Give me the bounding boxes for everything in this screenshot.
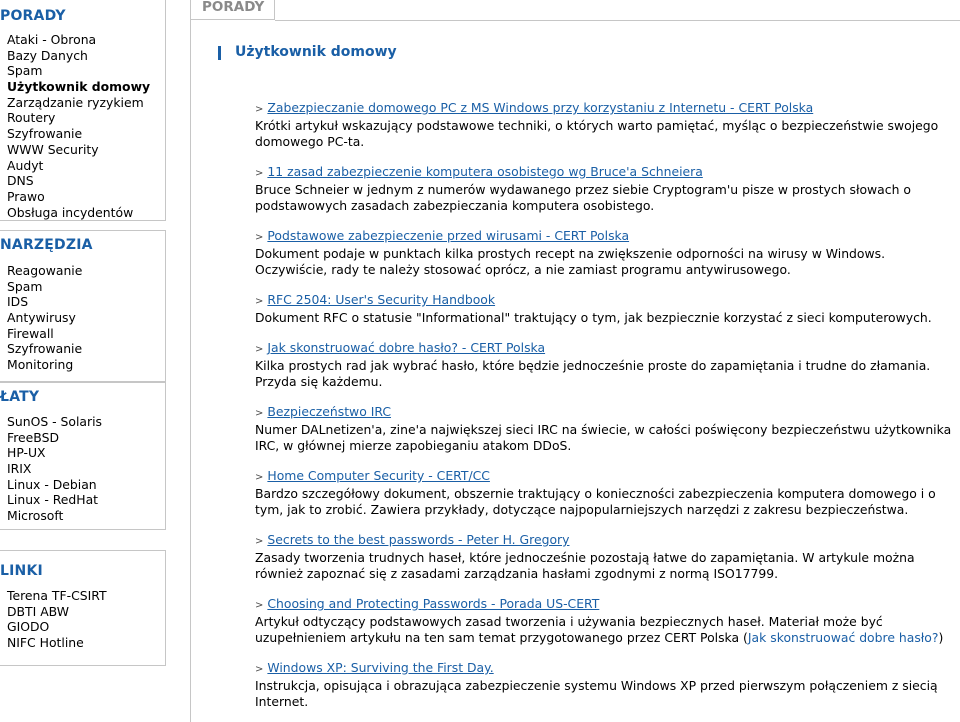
article-description-text: Artykuł odtyczący podstawowych zasad tworzenia i używania bezpiecznych haseł. Materiał może być uzupełnieniem artykułu na ten sam temat przygotowanego przez CERT Polska (	[255, 614, 883, 645]
page-title	[219, 44, 397, 60]
arrow-right-icon: >	[255, 408, 264, 419]
sidebar-item-prawo[interactable]: Prawo	[7, 188, 45, 204]
sidebar	[0, 0, 166, 722]
sidebar-item-dns[interactable]: DNS	[7, 173, 34, 189]
sidebar-item-audyt[interactable]: Audyt	[7, 157, 44, 173]
sidebar-item-ids[interactable]: IDS	[7, 294, 29, 310]
list-item	[255, 228, 955, 292]
arrow-right-icon: >	[255, 104, 264, 115]
list-item	[255, 164, 955, 228]
main-content	[190, 0, 960, 722]
sidebar-item-antywirusy[interactable]: Antywirusy	[7, 310, 76, 326]
sidebar-item-linux-debian[interactable]: Linux - Debian	[7, 476, 97, 492]
sidebar-item-giodo[interactable]: GIODO	[7, 619, 50, 635]
sidebar-item-hp-ux[interactable]: HP-UX	[7, 445, 46, 461]
article-link[interactable]: Choosing and Protecting Passwords - Porada US-CERT	[267, 596, 600, 611]
article-description: Krótki artykuł wskazujący podstawowe techniki, o których warto pamiętać, myśląc o bezpieczeństwie swojego domowego PC-ta.	[255, 118, 939, 149]
list-item	[255, 292, 955, 340]
sidebar-item-firewall[interactable]: Firewall	[7, 325, 54, 341]
page-title-text: Użytkownik domowy	[235, 44, 397, 60]
sidebar-section-porady	[0, 0, 166, 221]
sidebar-item-microsoft[interactable]: Microsoft	[7, 508, 64, 524]
article-description: Zasady tworzenia trudnych haseł, które jednocześnie pozostają łatwe do zapamiętania. W artykule można również zapoznać się z zasadami zarządzania hasłami zgodnymi z normą ISO17799.	[255, 550, 915, 581]
article-link[interactable]: Bezpieczeństwo IRC	[267, 404, 392, 419]
sidebar-list	[7, 588, 107, 651]
arrow-right-icon: >	[255, 600, 264, 611]
sidebar-section-title: PORADY	[0, 8, 66, 24]
article-link[interactable]: Jak skonstruować dobre hasło? - CERT Polska	[267, 340, 546, 355]
article-link[interactable]: RFC 2504: User's Security Handbook	[267, 292, 496, 307]
sidebar-item-spam[interactable]: Spam	[7, 63, 43, 79]
sidebar-item-uzytkownik-domowy[interactable]: Użytkownik domowy	[7, 79, 151, 95]
article-link[interactable]: Podstawowe zabezpieczenie przed wirusami - CERT Polska	[267, 228, 630, 243]
sidebar-section-linki	[0, 550, 166, 666]
arrow-right-icon: >	[255, 344, 264, 355]
list-item	[255, 468, 955, 532]
arrow-right-icon: >	[255, 664, 264, 675]
arrow-right-icon: >	[255, 232, 264, 243]
article-description: Bardzo szczegółowy dokument, obszernie traktujący o konieczności zabezpieczenia komputera domowego i o tym, jak to zrobić. Zawiera przykłady, dotyczące najpopularniejszych narzędzi z zakresu bezpieczeństwa.	[255, 486, 936, 517]
sidebar-item-irix[interactable]: IRIX	[7, 461, 32, 477]
list-item	[255, 596, 955, 660]
sidebar-item-reagowanie[interactable]: Reagowanie	[7, 263, 83, 278]
sidebar-section-title: ŁATY	[0, 389, 40, 405]
sidebar-list	[7, 263, 82, 373]
sidebar-item-nifc-hotline[interactable]: NIFC Hotline	[7, 635, 84, 651]
sidebar-item-routery[interactable]: Routery	[7, 110, 56, 126]
arrow-right-icon: >	[255, 472, 264, 483]
article-description: Dokument RFC o statusie "Informational" traktujący o tym, jak bezpiecznie korzystać z sieci komputerowych.	[255, 310, 932, 325]
tab-divider	[275, 20, 960, 21]
sidebar-item-sunos-solaris[interactable]: SunOS - Solaris	[7, 414, 103, 429]
article-link[interactable]: 11 zasad zabezpieczenie komputera osobistego wg Bruce'a Schneiera	[267, 164, 703, 179]
sidebar-section-narzedzia	[0, 230, 166, 382]
article-description: Numer DALnetizen'a, zine'a największej sieci IRC na świecie, w całości poświęcony bezpieczeństwu użytkownika IRC, w głównej mierze zapobieganiu atakom DDoS.	[255, 422, 952, 453]
sidebar-section-title: LINKI	[0, 563, 43, 579]
article-description: Dokument podaje w punktach kilka prostych recept na zwiększenie odporności na wirusy w Windows. Oczywiście, rady te należy stosować oprócz, a nie zamiast programu antywirusowego.	[255, 246, 886, 277]
arrow-right-icon: >	[255, 296, 264, 307]
article-description: Bruce Schneier w jednym z numerów wydawanego przez siebie Cryptogram'u pisze w prostych słowach o podstawowych zasadach zabezpieczania komputera osobistego.	[255, 182, 911, 213]
sidebar-item-szyfrowanie[interactable]: Szyfrowanie	[7, 341, 83, 357]
article-link[interactable]: Secrets to the best passwords - Peter H. Gregory	[267, 532, 570, 547]
sidebar-item-linux-redhat[interactable]: Linux - RedHat	[7, 492, 99, 508]
list-item	[255, 100, 955, 164]
list-item	[255, 532, 955, 596]
list-item	[255, 660, 955, 708]
article-list	[255, 100, 955, 708]
sidebar-list	[7, 414, 102, 524]
arrow-right-icon: >	[255, 168, 264, 179]
sidebar-item-spam[interactable]: Spam	[7, 278, 43, 294]
sidebar-item-bazy-danych[interactable]: Bazy Danych	[7, 47, 88, 63]
article-link[interactable]: Windows XP: Surviving the First Day.	[267, 660, 494, 675]
list-item	[255, 340, 955, 404]
article-link[interactable]: Home Computer Security - CERT/CC	[267, 468, 490, 483]
article-description: Instrukcja, opisująca i obrazująca zabezpieczenie systemu Windows XP przed pierwszym połączeniem z siecią Internet.	[255, 678, 938, 709]
sidebar-item-ataki-obrona[interactable]: Ataki - Obrona	[7, 32, 97, 47]
tab-porady[interactable]: PORADY	[191, 0, 275, 20]
article-link[interactable]: Zabezpieczanie domowego PC z MS Windows przy korzystaniu z Internetu - CERT Polska	[267, 100, 814, 115]
sidebar-section-title: NARZĘDZIA	[0, 237, 93, 253]
sidebar-list	[7, 32, 150, 220]
inline-article-link[interactable]: Jak skonstruować dobre hasło?	[747, 630, 939, 645]
sidebar-item-zarzadzanie-ryzykiem[interactable]: Zarządzanie ryzykiem	[7, 94, 144, 110]
sidebar-item-www-security[interactable]: WWW Security	[7, 141, 99, 157]
arrow-right-icon: >	[255, 536, 264, 547]
sidebar-section-laty	[0, 382, 166, 530]
sidebar-item-monitoring[interactable]: Monitoring	[7, 357, 74, 373]
sidebar-item-obsluga-incydentow[interactable]: Obsługa incydentów	[7, 204, 134, 220]
article-description	[255, 614, 955, 646]
sidebar-item-freebsd[interactable]: FreeBSD	[7, 429, 59, 445]
sidebar-item-szyfrowanie[interactable]: Szyfrowanie	[7, 126, 83, 142]
article-description-tail: )	[938, 630, 944, 645]
sidebar-item-dbti-abw[interactable]: DBTI ABW	[7, 603, 69, 619]
list-item	[255, 404, 955, 468]
article-description: Kilka prostych rad jak wybrać hasło, które będzie jednocześnie proste do zapamiętania i trudne do złamania. Przyda się każdemu.	[255, 358, 931, 389]
sidebar-item-terena-tf-csirt[interactable]: Terena TF-CSIRT	[7, 588, 107, 603]
